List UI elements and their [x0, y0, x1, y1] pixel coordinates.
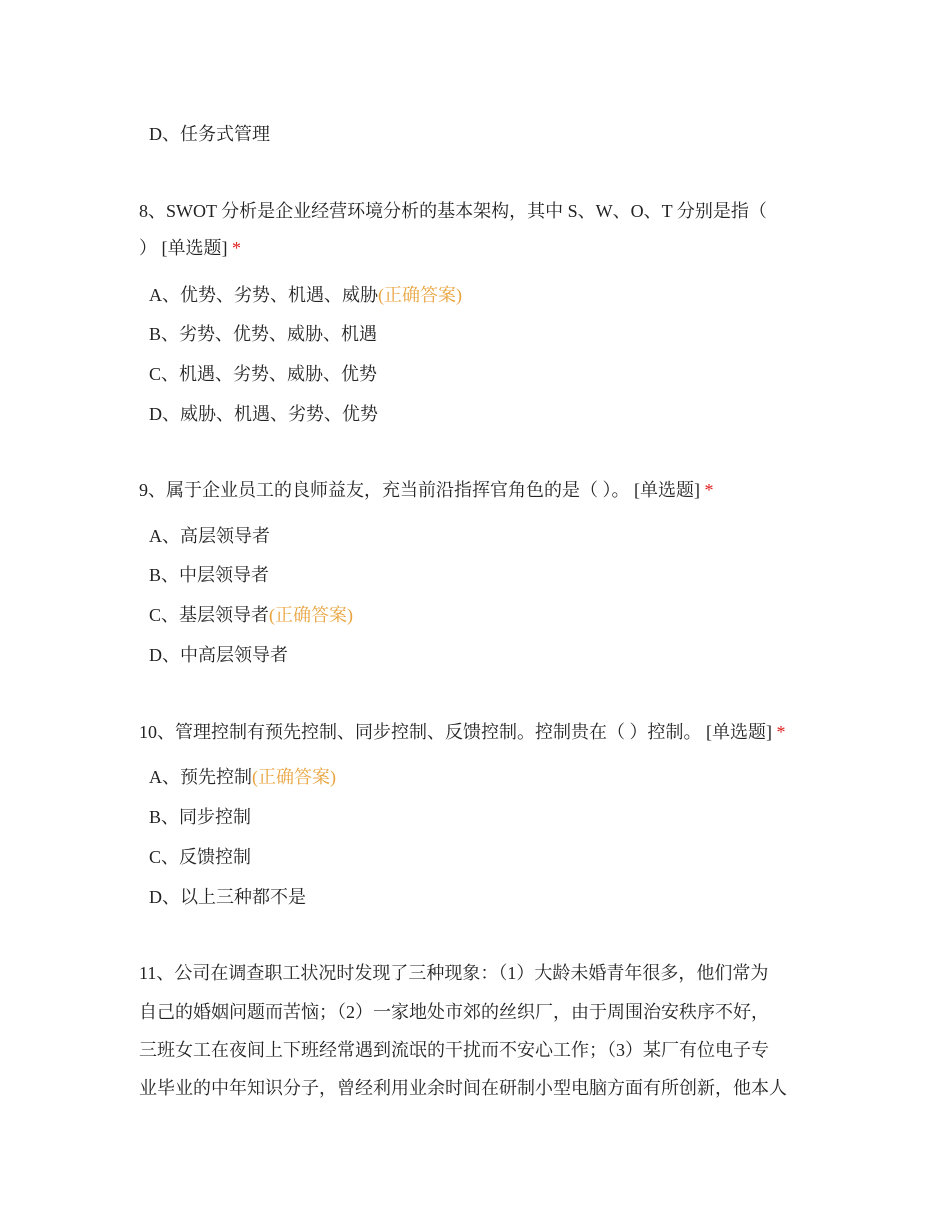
question-8-option-c [149, 362, 377, 386]
prev-question-option-d [149, 122, 270, 146]
option-text: C、机遇、劣势、威胁、优势 [149, 364, 378, 384]
question-10-option-c [149, 845, 251, 869]
option-text: D、威胁、机遇、劣势、优势 [149, 404, 378, 424]
option-text: C、基层领导者 [149, 605, 270, 625]
required-star: * [232, 238, 241, 258]
option-text: A、优势、劣势、机遇、威胁 [149, 285, 378, 305]
question-11-line-4 [139, 1076, 787, 1100]
question-10-text: 10、管理控制有预先控制、同步控制、反馈控制。控制贵在（ ）控制。 [单选题] [139, 722, 772, 742]
question-8-title-cont [139, 236, 241, 260]
question-11-line-2 [139, 1000, 769, 1024]
question-8-option-b [149, 322, 377, 346]
correct-answer-mark: (正确答案) [378, 285, 462, 305]
question-11-text: 三班女工在夜间上下班经常遇到流氓的干扰而不安心工作；（3）某厂有位电子专 [139, 1040, 769, 1060]
option-text: B、同步控制 [149, 807, 252, 827]
option-text: B、劣势、优势、威胁、机遇 [149, 324, 378, 344]
option-text: A、预先控制 [149, 767, 252, 787]
question-9-text: 9、属于企业员工的良师益友，充当前沿指挥官角色的是（ ）。 [单选题] [139, 480, 700, 500]
correct-answer-mark: (正确答案) [269, 605, 354, 625]
question-8-text: 8、SWOT 分析是企业经营环境分析的基本架构，其中 S、W、O、T 分别是指（ [139, 201, 767, 221]
question-8-type: ） [单选题] [139, 238, 228, 258]
option-text: D、中高层领导者 [149, 645, 288, 665]
question-11-text: 自己的婚姻问题而苦恼；（2）一家地处市郊的丝织厂，由于周围治安秩序不好， [139, 1002, 769, 1022]
question-10-option-a [149, 765, 336, 789]
question-10-option-b [149, 805, 251, 829]
question-9-option-d [149, 643, 288, 667]
required-star: * [776, 722, 786, 742]
question-8-option-d [149, 402, 378, 426]
question-11-text: 11、公司在调查职工状况时发现了三种现象：（1）大龄未婚青年很多，他们常为 [139, 963, 769, 983]
question-9-option-b [149, 563, 269, 587]
question-9-option-a [149, 524, 270, 548]
option-text: D、任务式管理 [149, 124, 270, 144]
required-star: * [704, 480, 714, 500]
option-text: C、反馈控制 [149, 847, 252, 867]
question-9-option-c [149, 603, 353, 627]
option-text: B、中层领导者 [149, 565, 270, 585]
correct-answer-mark: (正确答案) [252, 767, 336, 787]
question-11-text: 业毕业的中年知识分子，曾经利用业余时间在研制小型电脑方面有所创新，他本人 [139, 1078, 787, 1098]
question-9-title [139, 478, 714, 502]
question-11-line-3 [139, 1038, 769, 1062]
question-10-title [139, 720, 786, 744]
option-text: D、以上三种都不是 [149, 887, 306, 907]
question-8-option-a [149, 283, 462, 307]
question-10-option-d [149, 885, 306, 909]
question-8-title [139, 199, 767, 223]
option-text: A、高层领导者 [149, 526, 270, 546]
question-11-line-1 [139, 961, 768, 985]
